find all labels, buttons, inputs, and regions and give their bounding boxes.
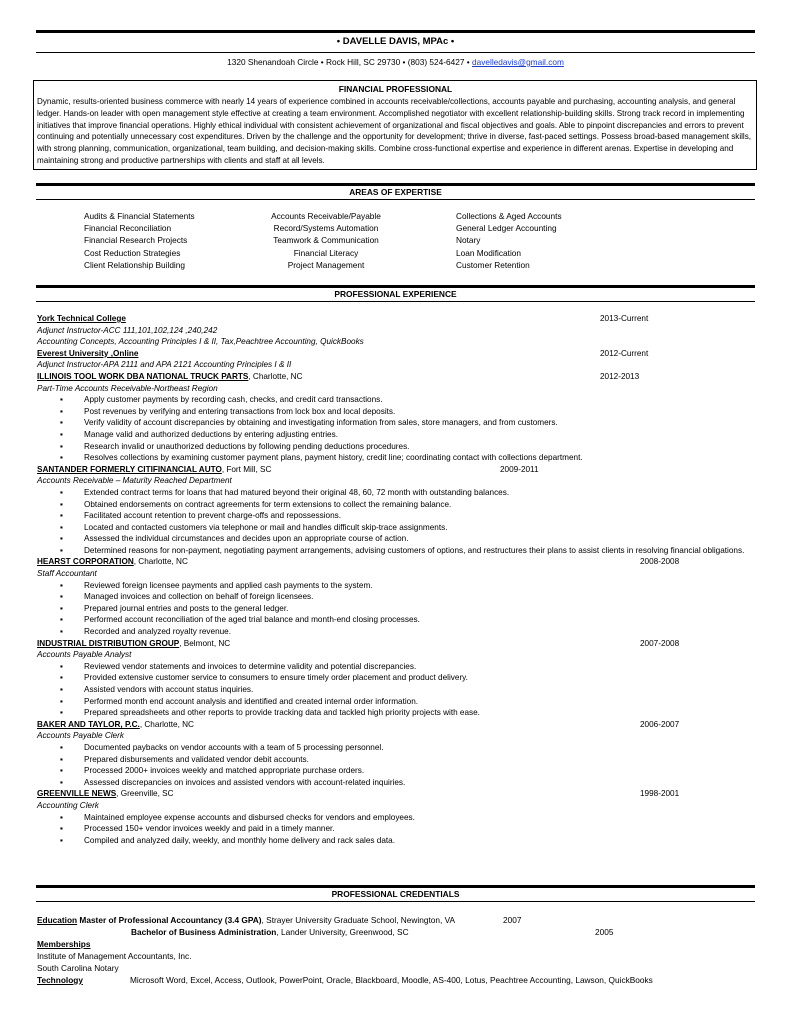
job-dates: 2008-2008 [640, 557, 680, 567]
job-heading [37, 719, 755, 731]
bullet-text: Located and contacted customers via telephone or mail and handles difficult skip-trace assignments. [84, 522, 448, 532]
bullet-icon: ▪ [60, 418, 63, 428]
job-bullet [37, 707, 755, 719]
job-bullet [37, 696, 755, 708]
job-title: Accounts Payable Analyst [37, 650, 132, 660]
expertise-item: Audits & Financial Statements [84, 211, 195, 221]
bullet-text: Recorded and analyzed royalty revenue. [84, 627, 232, 637]
job-bullet [37, 812, 755, 824]
bullet-text: Performed month end account analysis and identified and created internal order information. [84, 696, 419, 706]
employer-name: Everest University ,Online [37, 348, 139, 358]
bullet-icon: ▪ [60, 592, 63, 602]
bullet-text: Processed 150+ vendor invoices weekly and paid in a timely manner. [84, 824, 335, 834]
job-bullet [37, 545, 755, 557]
bullet-icon: ▪ [60, 673, 63, 683]
bullet-icon: ▪ [60, 499, 63, 509]
bullet-text: Compiled and analyzed daily, weekly, and monthly home delivery and rack sales data. [84, 835, 395, 845]
bullet-icon: ▪ [60, 661, 63, 671]
expertise-rule-top [36, 183, 755, 186]
credentials-rule-top [36, 885, 755, 888]
bullet-icon: ▪ [60, 603, 63, 613]
job-dates: 2012-Current [600, 348, 649, 358]
expertise-item: Notary [456, 235, 481, 246]
job-bullet [37, 522, 755, 534]
job-title: Staff Accountant [37, 569, 97, 579]
expertise-col-2 [267, 210, 385, 271]
employer-location: , Charlotte, NC [139, 719, 194, 729]
job-bullet [37, 661, 755, 673]
job-title: Part-Time Accounts Receivable-Northeast Region [37, 383, 218, 393]
bullet-text: Performed account reconciliation of the aged trial balance and month-end closing processes. [84, 615, 420, 625]
experience-list [37, 313, 755, 846]
bullet-text: Assessed the individual circumstances and decides upon an appropriate course of action. [84, 534, 409, 544]
job-title: Adjunct Instructor-APA 2111 and APA 2121 Accounting Principles I & II [37, 360, 292, 370]
employer-location: , Belmont, NC [179, 638, 231, 648]
bullet-text: Reviewed foreign licensee payments and applied cash payments to the system. [84, 580, 373, 590]
job-bullet [37, 626, 755, 638]
expertise-rule-bottom [36, 199, 755, 200]
bullet-text: Processed 2000+ invoices weekly and matched appropriate purchase orders. [84, 766, 365, 776]
employer-name: HEARST CORPORATION [37, 557, 134, 567]
employer-location: , Greenville, SC [116, 789, 174, 799]
expertise-item: Accounts Receivable/Payable [271, 211, 381, 221]
bullet-text: Post revenues by verifying and entering transactions from lock box and local deposits. [84, 406, 396, 416]
bullet-icon: ▪ [60, 534, 63, 544]
expertise-col-3 [456, 210, 562, 271]
job-heading [37, 464, 755, 476]
job-title: Accounting Clerk [37, 800, 99, 810]
expertise-item: Financial Literacy [293, 247, 359, 258]
job-bullet [37, 603, 755, 615]
employer-name: SANTANDER FORMERLY CITIFINANCIAL AUTO [37, 464, 222, 474]
bullet-icon: ▪ [60, 545, 63, 555]
job-heading [37, 788, 755, 800]
summary-title: FINANCIAL PROFESSIONAL [338, 84, 453, 94]
experience-rule-bottom [36, 301, 755, 302]
candidate-name: • DAVELLE DAVIS, MPAc • [336, 36, 455, 47]
bullet-icon: ▪ [60, 766, 63, 776]
bullet-icon: ▪ [60, 406, 63, 416]
job-bullet [37, 823, 755, 835]
job-bullet [37, 684, 755, 696]
bullet-icon: ▪ [60, 453, 63, 463]
bullet-text: Obtained endorsements on contract agreements for term extensions to collect the remaining balance. [84, 499, 452, 509]
year-1: 2007 [503, 915, 522, 925]
bullet-icon: ▪ [60, 627, 63, 637]
job-title: Accounting Concepts, Accounting Principles I & II, Tax,Peachtree Accounting, QuickBooks [37, 337, 364, 347]
expertise-item: Collections & Aged Accounts [456, 211, 562, 221]
top-rule [36, 30, 755, 33]
school-1: , Strayer University Graduate School, Newington, VA [261, 915, 456, 925]
employer-name: INDUSTRIAL DISTRIBUTION GROUP [37, 638, 180, 648]
expertise-item: Client Relationship Building [84, 259, 186, 270]
name-rule [36, 52, 755, 53]
bullet-text: Prepared spreadsheets and other reports to provide tracking data and tackled high priority projects with ease. [84, 708, 480, 718]
memberships-label: Memberships [37, 939, 91, 949]
job-dates: 2006-2007 [640, 719, 680, 729]
bullet-text: Manage valid and authorized deductions by entering adjusting entries. [84, 429, 338, 439]
expertise-col-1 [84, 210, 195, 271]
education-row-1 [37, 914, 755, 926]
education-label: Education [37, 915, 78, 925]
job-bullet [37, 754, 755, 766]
job-bullet [37, 672, 755, 684]
job-bullet [37, 429, 755, 441]
job-bullet [37, 441, 755, 453]
summary-text: Dynamic, results-oriented business commerce with nearly 14 years of experience combined in accounts receivable/collections, accounts payable and purchasing, accounting analysis, and general ledger. Hands-on leader with open management style effective at creating a team environment. Accomplished negotiator with excellent relationship-building skills. Strong track record in implementing initiatives that improve financial operations. Highly ethical individual with consistent achievement of organizational and fiscal objectives and goals. Able to pinpoint discrepancies and errors to prevent continuing and potentially unnecessary cost expenditures. Driven by the challenge and the opportunity for development; thrive in diverse, fast-paced settings. Possess broad-based management skills, with strong planning, communication, organizational, team building, and decision-making skills. Combine cross-functional expertise and experience in different arenas. Expertise in developing and maintaining strong and productive partnerships with clients and staff at all levels. [37, 97, 752, 165]
bullet-icon: ▪ [60, 429, 63, 439]
expertise-item: Financial Research Projects [84, 235, 188, 246]
bullet-text: Apply customer payments by recording cash, checks, and credit card transactions. [84, 395, 383, 405]
expertise-item: Cost Reduction Strategies [84, 247, 181, 258]
bullet-text: Research invalid or unauthorized deductions by following pending deductions procedures. [84, 441, 410, 451]
bullet-icon: ▪ [60, 754, 63, 764]
bullet-icon: ▪ [60, 708, 63, 718]
bullet-icon: ▪ [60, 812, 63, 822]
bullet-text: Assisted vendors with account status inquiries. [84, 685, 254, 694]
bullet-icon: ▪ [60, 580, 63, 590]
job-dates: 1998-2001 [640, 789, 680, 799]
experience-title: PROFESSIONAL EXPERIENCE [334, 289, 457, 299]
job-dates: 2007-2008 [640, 638, 680, 648]
contact-text: 1320 Shenandoah Circle • Rock Hill, SC 29730 • (803) 524-6427 • [227, 57, 472, 67]
job-bullet [37, 394, 755, 406]
job-heading [37, 348, 755, 360]
bullet-icon: ▪ [60, 615, 63, 625]
bullet-text: Maintained employee expense accounts and disbursed checks for vendors and employees. [84, 812, 415, 822]
expertise-item: Customer Retention [456, 259, 530, 270]
bullet-icon: ▪ [60, 522, 63, 532]
bullet-text: Provided extensive customer service to consumers to ensure timely order placement and product delivery. [84, 673, 468, 683]
expertise-item: Project Management [287, 259, 365, 270]
bullet-text: Facilitated account retention to prevent charge-offs and repossessions. [84, 511, 341, 521]
job-bullet [37, 591, 755, 603]
job-bullet [37, 487, 755, 499]
employer-name: ILLINOIS TOOL WORK DBA NATIONAL TRUCK PARTS [37, 371, 249, 381]
expertise-item: Record/Systems Automation [273, 223, 379, 234]
bullet-text: Verify validity of account discrepancies by obtaining and investigating information from sales, store managers, and from customers. [84, 418, 558, 428]
job-bullet [37, 580, 755, 592]
job-title: Adjunct Instructor-ACC 111,101,102,124 ,240,242 [37, 325, 218, 335]
year-2: 2005 [595, 927, 614, 937]
degree-1: Master of Professional Accountancy (3.4 GPA) [79, 915, 262, 925]
employer-location: , Charlotte, NC [248, 371, 303, 381]
job-heading [37, 371, 755, 383]
job-heading [37, 638, 755, 650]
bullet-text: Reviewed vendor statements and invoices to determine validity and potential discrepancies. [84, 661, 417, 671]
credentials-title: PROFESSIONAL CREDENTIALS [331, 889, 460, 899]
bullet-text: Resolves collections by examining customer payment plans, payment history, credit line; coordinating contact with collections department. [84, 453, 583, 463]
school-2: , Lander University, Greenwood, SC [276, 927, 409, 937]
bullet-text: Managed invoices and collection on behalf of foreign licensees. [84, 592, 314, 602]
technology-label: Technology [37, 975, 83, 985]
job-bullet [37, 742, 755, 754]
bullet-text: Extended contract terms for loans that had matured beyond their original 48, 60, 72 month with outstanding balances. [84, 487, 510, 497]
bullet-icon: ▪ [60, 696, 63, 706]
job-bullet [37, 510, 755, 522]
membership-2: South Carolina Notary [37, 963, 119, 973]
employer-location: , Fort Mill, SC [221, 464, 272, 474]
employer-name: BAKER AND TAYLOR, P.C. [37, 719, 140, 729]
email-link[interactable]: davelledavis@gmail.com [471, 57, 564, 67]
job-bullet [37, 406, 755, 418]
employer-name: GREENVILLE NEWS [37, 789, 117, 799]
job-bullet [37, 765, 755, 777]
bullet-text: Prepared disbursements and validated vendor debit accounts. [84, 754, 309, 764]
expertise-item: Teamwork & Communication [273, 235, 379, 246]
job-dates: 2013-Current [600, 314, 649, 323]
degree-2: Bachelor of Business Administration [131, 927, 277, 937]
expertise-title: AREAS OF EXPERTISE [349, 187, 442, 197]
job-heading [37, 313, 755, 325]
credentials-rule-bottom [36, 901, 755, 902]
expertise-item: Financial Reconciliation [84, 223, 172, 234]
bullet-icon: ▪ [60, 685, 63, 694]
job-bullet [37, 614, 755, 626]
experience-rule-top [36, 285, 755, 288]
job-title: Accounts Payable Clerk [37, 731, 124, 741]
job-dates: 2009-2011 [500, 464, 539, 474]
job-bullet [37, 777, 755, 789]
membership-1: Institute of Management Accountants, Inc. [37, 951, 192, 961]
technology-list: Microsoft Word, Excel, Access, Outlook, PowerPoint, Oracle, Blackboard, Moodle, AS-400, Lotus, Peachtree Accounting, Lawson, QuickBooks [130, 975, 653, 985]
bullet-text: Prepared journal entries and posts to the general ledger. [84, 603, 289, 613]
expertise-item: General Ledger Accounting [456, 223, 557, 234]
bullet-text: Determined reasons for non-payment, negotiating payment arrangements, advising customers of options, and restructures their plans to assist clients in resolving financial obligations. [84, 545, 745, 555]
job-dates: 2012-2013 [600, 371, 640, 381]
bullet-icon: ▪ [60, 824, 63, 834]
bullet-icon: ▪ [60, 511, 63, 521]
job-bullet [37, 417, 755, 429]
expertise-item: Loan Modification [456, 247, 522, 258]
job-bullet [37, 835, 755, 847]
technology-row [37, 974, 755, 986]
bullet-icon: ▪ [60, 395, 63, 405]
employer-name: York Technical College [37, 314, 126, 323]
bullet-icon: ▪ [60, 487, 63, 497]
bullet-icon: ▪ [60, 742, 63, 752]
job-bullet [37, 499, 755, 511]
job-heading [37, 556, 755, 568]
job-title: Accounts Receivable – Maturity Reached Department [37, 476, 232, 486]
job-bullet [37, 452, 755, 464]
bullet-text: Assessed discrepancies on invoices and assisted vendors with account-related inquiries. [84, 777, 406, 787]
bullet-icon: ▪ [60, 441, 63, 451]
contact-line [0, 57, 791, 67]
job-bullet [37, 533, 755, 545]
bullet-text: Documented paybacks on vendor accounts with a team of 5 processing personnel. [84, 742, 384, 752]
bullet-icon: ▪ [60, 835, 63, 845]
bullet-icon: ▪ [60, 777, 63, 787]
employer-location: , Charlotte, NC [133, 557, 188, 567]
